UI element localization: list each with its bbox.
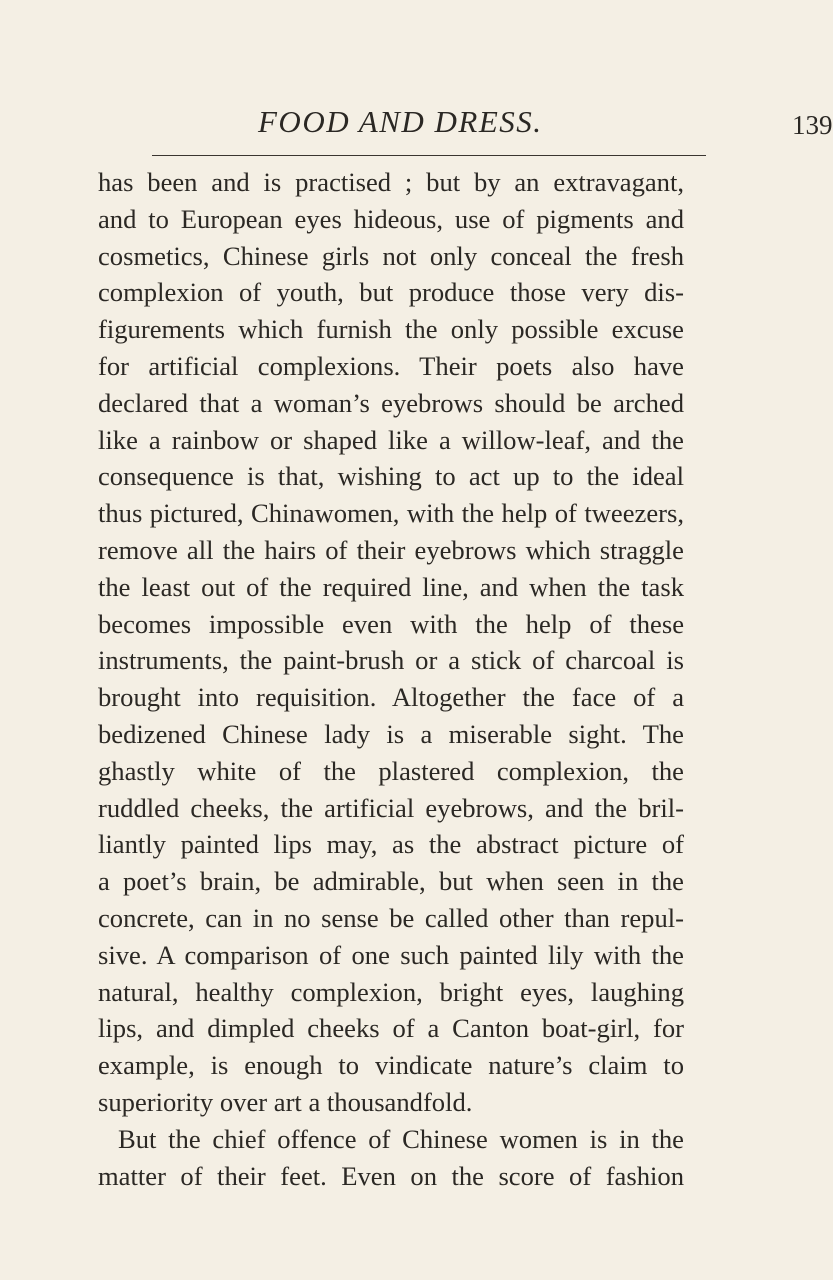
text-line: natural, healthy complexion, bright eyes, laughing [98, 976, 684, 1007]
text-line: ghastly white of the plastered complexion, the [98, 755, 684, 786]
text-line: concrete, can in no sense be called other than repul- [98, 902, 684, 933]
running-title: FOOD AND DRESS. [258, 104, 543, 139]
text-line: cosmetics, Chinese girls not only conceal the fresh [98, 240, 684, 271]
text-line: and to European eyes hideous, use of pigments and [98, 203, 684, 234]
paragraph-last-line: superiority over art a thousandfold. [98, 1086, 473, 1117]
text-line: sive. A comparison of one such painted lily with the [98, 939, 684, 970]
page-number: 139 [792, 110, 833, 140]
text-line: ruddled cheeks, the artificial eyebrows, and the bril- [98, 792, 684, 823]
header-rule [152, 155, 706, 156]
text-line: matter of their feet. Even on the score of fashion [98, 1160, 684, 1191]
text-line: has been and is practised ; but by an extravagant, [98, 167, 684, 197]
text-line: a poet’s brain, be admirable, but when seen in the [98, 866, 684, 897]
text-line: for artificial complexions. Their poets also have [98, 350, 684, 381]
paragraph-first-line: But the chief offence of Chinese women is in the [118, 1123, 684, 1154]
text-line: example, is enough to vindicate nature’s claim to [98, 1050, 684, 1081]
text-line: lips, and dimpled cheeks of a Canton boat-girl, for [98, 1013, 684, 1044]
body-text [98, 164, 684, 1194]
text-line: liantly painted lips may, as the abstract picture of [98, 829, 684, 860]
text-line: consequence is that, wishing to act up to the ideal [98, 461, 684, 492]
text-line: declared that a woman’s eyebrows should be arched [98, 387, 684, 418]
text-line: remove all the hairs of their eyebrows which straggle [98, 534, 684, 565]
running-head [258, 104, 833, 144]
text-line: brought into requisition. Altogether the face of a [98, 682, 684, 713]
text-line: like a rainbow or shaped like a willow-leaf, and the [98, 424, 684, 455]
text-line: becomes impossible even with the help of these [98, 608, 684, 639]
text-line: the least out of the required line, and when the task [98, 571, 684, 602]
text-line: thus pictured, Chinawomen, with the help of tweezers, [98, 498, 684, 529]
text-line: bedizened Chinese lady is a miserable sight. The [98, 718, 684, 749]
text-line: instruments, the paint-brush or a stick of charcoal is [98, 645, 684, 676]
text-line: complexion of youth, but produce those very dis- [98, 277, 684, 308]
text-line: figurements which furnish the only possible excuse [98, 314, 684, 345]
